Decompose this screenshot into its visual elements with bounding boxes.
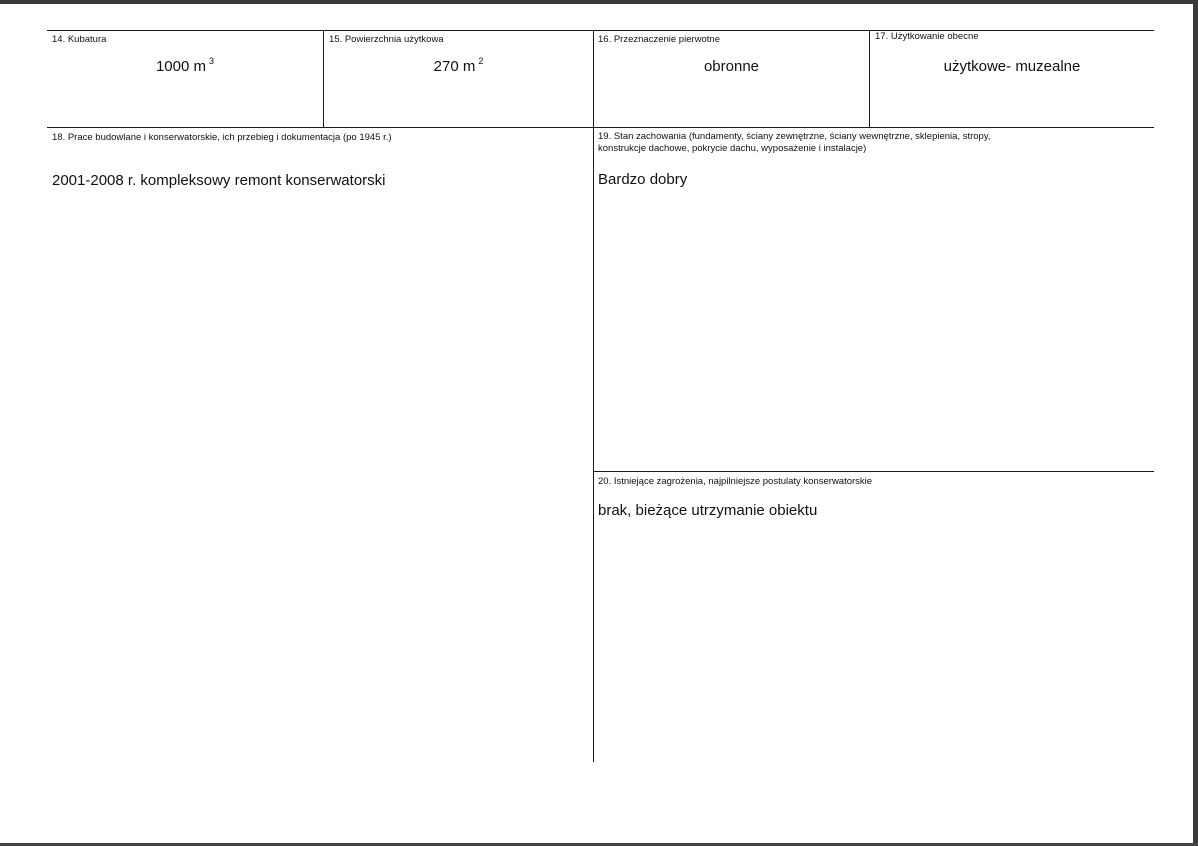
scan-edge-top [0,0,1198,4]
field-14-value [47,58,323,75]
field-20-label: 20. Istniejące zagrożenia, najpilniejsze postulaty konserwatorskie [598,476,873,487]
field-19-label [598,131,991,155]
field-16-value: obronne [703,58,760,75]
field-17-value: użytkowe- muzealne [943,58,1081,75]
col-divider-1 [323,30,324,127]
table-top-border [47,30,1154,31]
field-20-value: brak, bieżące utrzymanie obiektu [598,502,818,519]
field-15-value-text: 270 m [433,58,476,75]
row-divider [47,127,1154,128]
field-19-label-line-2: konstrukcje dachowe, pokrycie dachu, wyposażenie i instalacje) [598,143,867,154]
field-16-label: 16. Przeznaczenie pierwotne [598,34,720,45]
scan-edge-right [1193,0,1198,846]
field-14-value-text: 1000 m [155,58,207,75]
field-15-label: 15. Powierzchnia użytkowa [329,34,444,45]
field-14-label: 14. Kubatura [52,34,107,45]
field-19-label-line-1: 19. Stan zachowania (fundamenty, ściany zewnętrzne, ściany wewnętrzne, sklepienia, stropy, [598,131,991,142]
field-14-unit-exponent: 3 [209,56,215,66]
field-15-unit-exponent: 2 [478,56,484,66]
row-divider-right [594,471,1154,472]
col-divider-2 [593,30,594,762]
field-18-value: 2001-2008 r. kompleksowy remont konserwatorski [52,172,386,189]
field-19-value: Bardzo dobry [598,171,688,188]
col-divider-3 [869,30,870,127]
field-18-label: 18. Prace budowlane i konserwatorskie, ich przebieg i dokumentacja (po 1945 r.) [52,132,392,143]
field-15-value [324,58,593,75]
field-17-label: 17. Użytkowanie obecne [875,31,979,42]
